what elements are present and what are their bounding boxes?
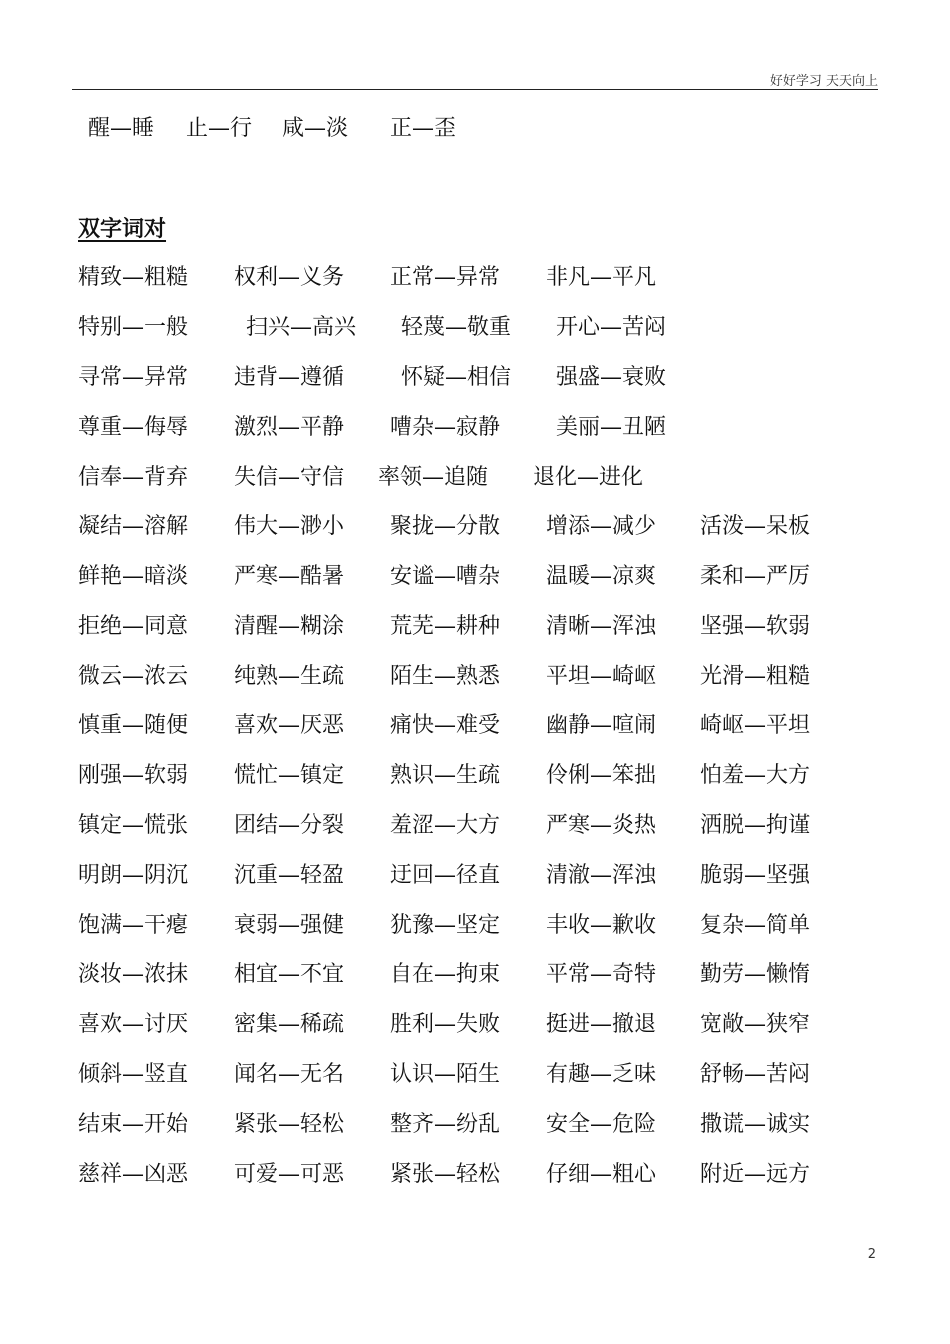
word-pair: 复杂—简单 <box>700 913 811 938</box>
word-pair: 平常—奇特 <box>546 962 657 987</box>
word-pair: 崎岖—平坦 <box>700 713 811 738</box>
word-pair: 刚强—软弱 <box>78 763 189 788</box>
word-pair: 团结—分裂 <box>234 813 345 838</box>
word-pair: 慌忙—镇定 <box>234 763 345 788</box>
word-pair: 慈祥—凶恶 <box>78 1162 189 1187</box>
word-pair: 紧张—轻松 <box>234 1112 345 1137</box>
word-pair: 开心—苦闷 <box>556 315 667 340</box>
word-pair: 退化—进化 <box>533 465 644 490</box>
word-pair: 勤劳—懒惰 <box>700 962 811 987</box>
word-pair: 相宜—不宜 <box>234 962 345 987</box>
word-pair: 挺进—撤退 <box>546 1012 657 1037</box>
word-pair: 严寒—炎热 <box>546 813 657 838</box>
word-pair: 紧张—轻松 <box>390 1162 501 1187</box>
word-pair: 整齐—纷乱 <box>390 1112 501 1137</box>
word-pair: 怀疑—相信 <box>401 365 512 390</box>
word-pair: 美丽—丑陋 <box>556 415 667 440</box>
word-pair: 凝结—溶解 <box>78 514 189 539</box>
word-pair: 舒畅—苦闷 <box>700 1062 811 1087</box>
word-pair: 平坦—崎岖 <box>546 664 657 689</box>
word-pair: 幽静—喧闹 <box>546 713 657 738</box>
word-pair: 精致—粗糙 <box>78 265 189 290</box>
word-pair: 率领—追随 <box>378 465 489 490</box>
word-pair: 撒谎—诚实 <box>700 1112 811 1137</box>
word-pair: 附近—远方 <box>700 1162 811 1187</box>
word-pair: 明朗—阴沉 <box>78 863 189 888</box>
section-title: 双字词对 <box>78 216 167 242</box>
word-pair: 活泼—呆板 <box>700 514 811 539</box>
word-pair: 慎重—随便 <box>78 713 189 738</box>
word-pair: 纯熟—生疏 <box>234 664 345 689</box>
word-pair: 坚强—软弱 <box>700 614 811 639</box>
word-pair: 正—歪 <box>390 116 457 141</box>
word-pair: 激烈—平静 <box>234 415 345 440</box>
word-pair: 沉重—轻盈 <box>234 863 345 888</box>
word-pair: 痛快—难受 <box>390 713 501 738</box>
word-pair: 非凡—平凡 <box>546 265 657 290</box>
word-pair: 嘈杂—寂静 <box>390 415 501 440</box>
word-pair: 饱满—干瘪 <box>78 913 189 938</box>
word-pair: 倾斜—竖直 <box>78 1062 189 1087</box>
word-pair: 伶俐—笨拙 <box>546 763 657 788</box>
word-pair: 熟识—生疏 <box>390 763 501 788</box>
word-pair: 微云—浓云 <box>78 664 189 689</box>
word-pair: 拒绝—同意 <box>78 614 189 639</box>
word-pair: 镇定—慌张 <box>78 813 189 838</box>
word-pair: 迂回—径直 <box>390 863 501 888</box>
word-pair: 淡妆—浓抹 <box>78 962 189 987</box>
word-pair: 认识—陌生 <box>390 1062 501 1087</box>
word-pair: 怕羞—大方 <box>700 763 811 788</box>
word-pair: 清晰—浑浊 <box>546 614 657 639</box>
word-pair: 喜欢—讨厌 <box>78 1012 189 1037</box>
word-pair: 可爱—可恶 <box>234 1162 345 1187</box>
word-pair: 自在—拘束 <box>390 962 501 987</box>
word-pair: 寻常—异常 <box>78 365 189 390</box>
word-pair: 咸—淡 <box>282 116 349 141</box>
word-pair: 信奉—背弃 <box>78 465 189 490</box>
word-pair: 失信—守信 <box>234 465 345 490</box>
word-pair: 正常—异常 <box>390 265 501 290</box>
word-pair: 清醒—糊涂 <box>234 614 345 639</box>
header-rule <box>72 89 878 90</box>
word-pair: 温暖—凉爽 <box>546 564 657 589</box>
word-pair: 丰收—歉收 <box>546 913 657 938</box>
word-pair: 脆弱—坚强 <box>700 863 811 888</box>
word-pair: 荒芜—耕种 <box>390 614 501 639</box>
word-pair: 违背—遵循 <box>234 365 345 390</box>
word-pair: 伟大—渺小 <box>234 514 345 539</box>
word-pair: 闻名—无名 <box>234 1062 345 1087</box>
word-pair: 醒—睡 <box>88 116 155 141</box>
word-pair: 增添—减少 <box>546 514 657 539</box>
word-pair: 安全—危险 <box>546 1112 657 1137</box>
word-pair: 胜利—失败 <box>390 1012 501 1037</box>
word-pair: 强盛—衰败 <box>556 365 667 390</box>
page-header-text: 好好学习 天天向上 <box>769 74 878 89</box>
word-pair: 仔细—粗心 <box>546 1162 657 1187</box>
word-pair: 密集—稀疏 <box>234 1012 345 1037</box>
word-pair: 衰弱—强健 <box>234 913 345 938</box>
word-pair: 陌生—熟悉 <box>390 664 501 689</box>
word-pair: 鲜艳—暗淡 <box>78 564 189 589</box>
word-pair: 尊重—侮辱 <box>78 415 189 440</box>
page-number: 2 <box>867 1247 876 1262</box>
word-pair: 聚拢—分散 <box>390 514 501 539</box>
word-pair: 有趣—乏味 <box>546 1062 657 1087</box>
word-pair: 光滑—粗糙 <box>700 664 811 689</box>
word-pair: 清澈—浑浊 <box>546 863 657 888</box>
word-pair: 轻蔑—敬重 <box>401 315 512 340</box>
word-pair: 宽敞—狭窄 <box>700 1012 811 1037</box>
word-pair: 止—行 <box>186 116 253 141</box>
word-pair: 结束—开始 <box>78 1112 189 1137</box>
word-pair: 权利—义务 <box>234 265 345 290</box>
word-pair: 扫兴—高兴 <box>246 315 357 340</box>
word-pair: 特别—一般 <box>78 315 189 340</box>
word-pair: 严寒—酷暑 <box>234 564 345 589</box>
word-pair: 犹豫—坚定 <box>390 913 501 938</box>
word-pair: 洒脱—拘谨 <box>700 813 811 838</box>
word-pair: 羞涩—大方 <box>390 813 501 838</box>
word-pair: 喜欢—厌恶 <box>234 713 345 738</box>
word-pair: 柔和—严厉 <box>700 564 811 589</box>
word-pair: 安谧—嘈杂 <box>390 564 501 589</box>
